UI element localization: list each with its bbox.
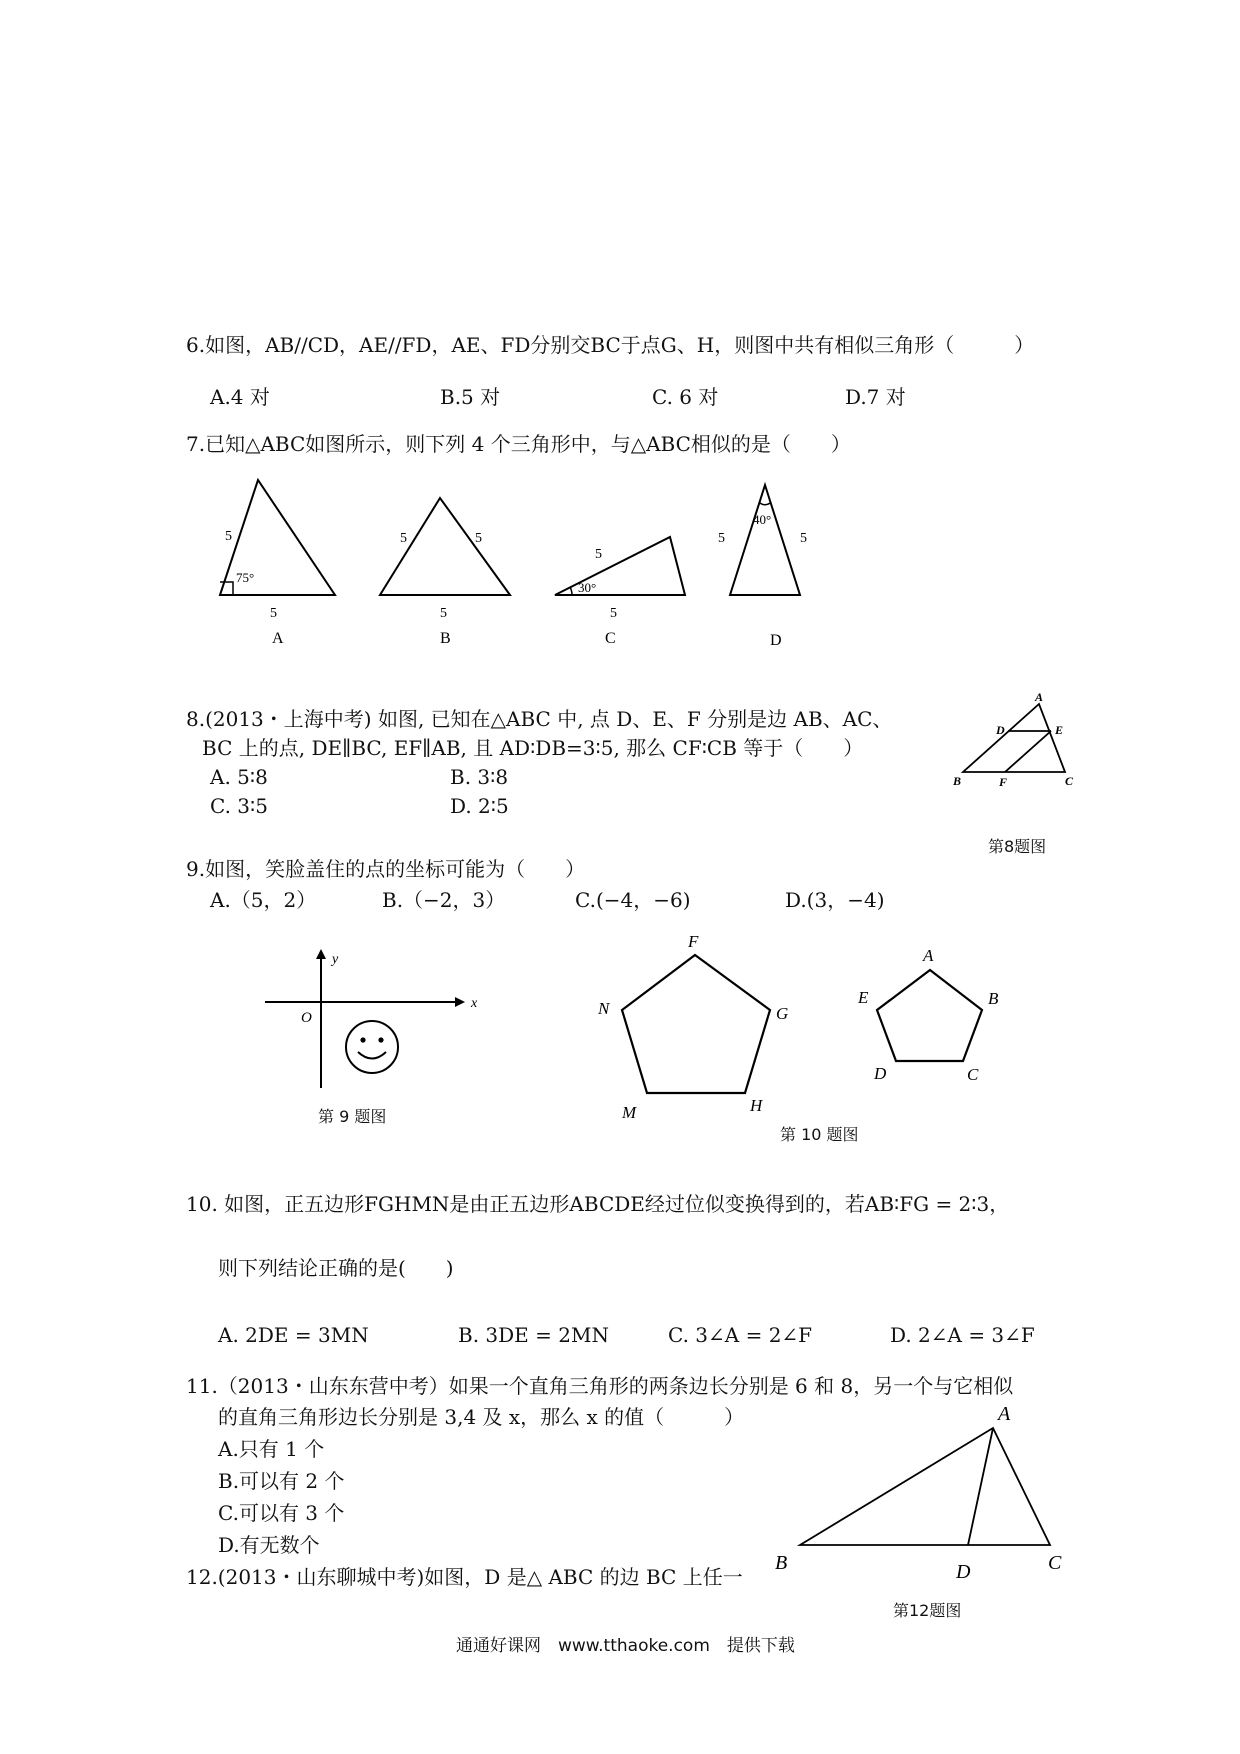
q9-stem: 9.如图，笑脸盖住的点的坐标可能为（ ） bbox=[186, 857, 586, 881]
q11-option-a: A.只有 1 个 bbox=[218, 1437, 325, 1461]
q12-point-a: A bbox=[998, 1403, 1011, 1425]
q10-option-b: B. 3DE = 2MN bbox=[458, 1323, 609, 1347]
q9-option-b: B.（−2，3） bbox=[382, 888, 506, 912]
q12-point-b: B bbox=[775, 1552, 788, 1574]
q6-option-d: D.7 对 bbox=[845, 385, 906, 409]
q12-caption: 第12题图 bbox=[893, 1601, 962, 1620]
q8-option-c: C. 3∶5 bbox=[210, 794, 268, 818]
q11-option-b: B.可以有 2 个 bbox=[218, 1469, 345, 1493]
q10-stem2: 则下列结论正确的是( ) bbox=[218, 1256, 454, 1280]
q10-option-c: C. 3∠A = 2∠F bbox=[668, 1323, 813, 1347]
q9-option-d: D.(3，−4) bbox=[785, 888, 885, 912]
q10-label-e: E bbox=[858, 988, 869, 1007]
q7-side-b3: 5 bbox=[440, 606, 447, 621]
q9-origin: O bbox=[301, 1010, 312, 1026]
q7-side-a1: 5 bbox=[225, 529, 232, 544]
q6-option-c: C. 6 对 bbox=[652, 385, 719, 409]
q6-option-b: B.5 对 bbox=[440, 385, 501, 409]
q7-side-b1: 5 bbox=[400, 531, 407, 546]
q10-label-f: F bbox=[688, 932, 699, 951]
q8-option-b: B. 3∶8 bbox=[450, 765, 509, 789]
q7-triangle-d bbox=[730, 485, 800, 595]
q9-axis-y: y bbox=[332, 952, 339, 967]
q6-stem: 6.如图，AB//CD，AE//FD，AE、FD分别交BC于点G、H，则图中共有相似三角形（ ） bbox=[186, 333, 1035, 357]
q7-side-d1: 5 bbox=[718, 531, 725, 546]
q10-pentagon-fghmn bbox=[622, 955, 770, 1093]
q12-point-d: D bbox=[956, 1561, 971, 1583]
q9-axis-x: x bbox=[471, 996, 478, 1011]
q10-label-c: C bbox=[967, 1065, 979, 1084]
q10-label-a: A bbox=[923, 946, 934, 965]
q12-figure bbox=[770, 1390, 1080, 1590]
q9-option-c: C.(−4，−6) bbox=[575, 888, 691, 912]
q7-side-c2: 5 bbox=[610, 606, 617, 621]
q7-angle-mark-c bbox=[570, 587, 572, 595]
q8-point-e: E bbox=[1055, 723, 1064, 737]
q10-label-d: D bbox=[874, 1064, 887, 1083]
q8-figure bbox=[945, 690, 1085, 800]
q7-side-d2: 5 bbox=[800, 531, 807, 546]
q10-label-n: N bbox=[598, 999, 610, 1018]
q7-figure bbox=[210, 470, 830, 670]
q8-option-d: D. 2∶5 bbox=[450, 794, 509, 818]
page-footer: 通通好课网 www.tthaoke.com 提供下载 bbox=[456, 1636, 795, 1656]
q7-angle-d: 40° bbox=[753, 512, 772, 527]
q8-point-c: C bbox=[1065, 774, 1074, 788]
q7-side-a2: 5 bbox=[270, 606, 277, 621]
q10-stem1: 10. 如图，正五边形FGHMN是由正五边形ABCDE经过位似变换得到的，若AB∶FG = 2∶3， bbox=[186, 1192, 1010, 1216]
q7-triangle-c bbox=[555, 537, 685, 595]
q7-angle-a: 75° bbox=[236, 570, 255, 585]
q12-point-c: C bbox=[1048, 1552, 1062, 1574]
q7-side-c1: 5 bbox=[595, 547, 602, 562]
q11-line1: 11.（2013・山东东营中考）如果一个直角三角形的两条边长分别是 6 和 8，另一个与它相似 bbox=[186, 1374, 1014, 1398]
q8-point-d: D bbox=[996, 723, 1005, 737]
q10-label-b: B bbox=[988, 989, 999, 1008]
q7-label-d: D bbox=[770, 632, 782, 649]
q8-line1: 8.(2013・上海中考) 如图, 已知在△ABC 中, 点 D、E、F 分别是边 AB、AC、 bbox=[186, 707, 893, 731]
q9-option-a: A.（5，2） bbox=[210, 888, 317, 912]
q8-option-a: A. 5∶8 bbox=[210, 765, 268, 789]
q7-angle-mark-d bbox=[759, 502, 771, 505]
q10-option-a: A. 2DE = 3MN bbox=[218, 1323, 369, 1347]
q7-label-c: C bbox=[605, 630, 616, 647]
q10-label-g: G bbox=[776, 1004, 789, 1023]
q10-label-m: M bbox=[622, 1103, 637, 1122]
q10-option-d: D. 2∠A = 3∠F bbox=[890, 1323, 1035, 1347]
q8-point-b: B bbox=[953, 774, 962, 788]
q9-figure bbox=[255, 945, 485, 1095]
q11-line2: 的直角三角形边长分别是 3,4 及 x，那么 x 的值（ ） bbox=[218, 1405, 745, 1429]
q7-label-a: A bbox=[272, 630, 284, 647]
q12-stem: 12.(2013・山东聊城中考)如图，D 是△ ABC 的边 BC 上任一 bbox=[186, 1565, 743, 1589]
q8-caption: 第8题图 bbox=[988, 837, 1047, 856]
smiley-face-icon bbox=[346, 1021, 398, 1073]
q7-stem: 7.已知△ABC如图所示，则下列 4 个三角形中，与△ABC相似的是（ ） bbox=[186, 432, 851, 456]
q10-figure bbox=[590, 930, 1030, 1130]
q7-angle-c: 30° bbox=[578, 580, 597, 595]
q7-side-b2: 5 bbox=[475, 531, 482, 546]
q10-pentagon-abcde bbox=[877, 970, 982, 1061]
q7-triangle-b bbox=[380, 498, 510, 595]
q8-line2: BC 上的点, DE∥BC, EF∥AB, 且 AD∶DB=3∶5, 那么 CF∶CB 等于（ ） bbox=[202, 736, 864, 760]
q8-point-a: A bbox=[1035, 690, 1044, 704]
q9-caption: 第 9 题图 bbox=[318, 1107, 387, 1126]
q6-option-a: A.4 对 bbox=[210, 385, 270, 409]
q10-caption: 第 10 题图 bbox=[780, 1125, 859, 1144]
q7-label-b: B bbox=[440, 630, 451, 647]
q8-point-f: F bbox=[999, 775, 1008, 789]
q11-option-d: D.有无数个 bbox=[218, 1533, 320, 1557]
q11-option-c: C.可以有 3 个 bbox=[218, 1501, 345, 1525]
q10-label-h: H bbox=[750, 1096, 763, 1115]
